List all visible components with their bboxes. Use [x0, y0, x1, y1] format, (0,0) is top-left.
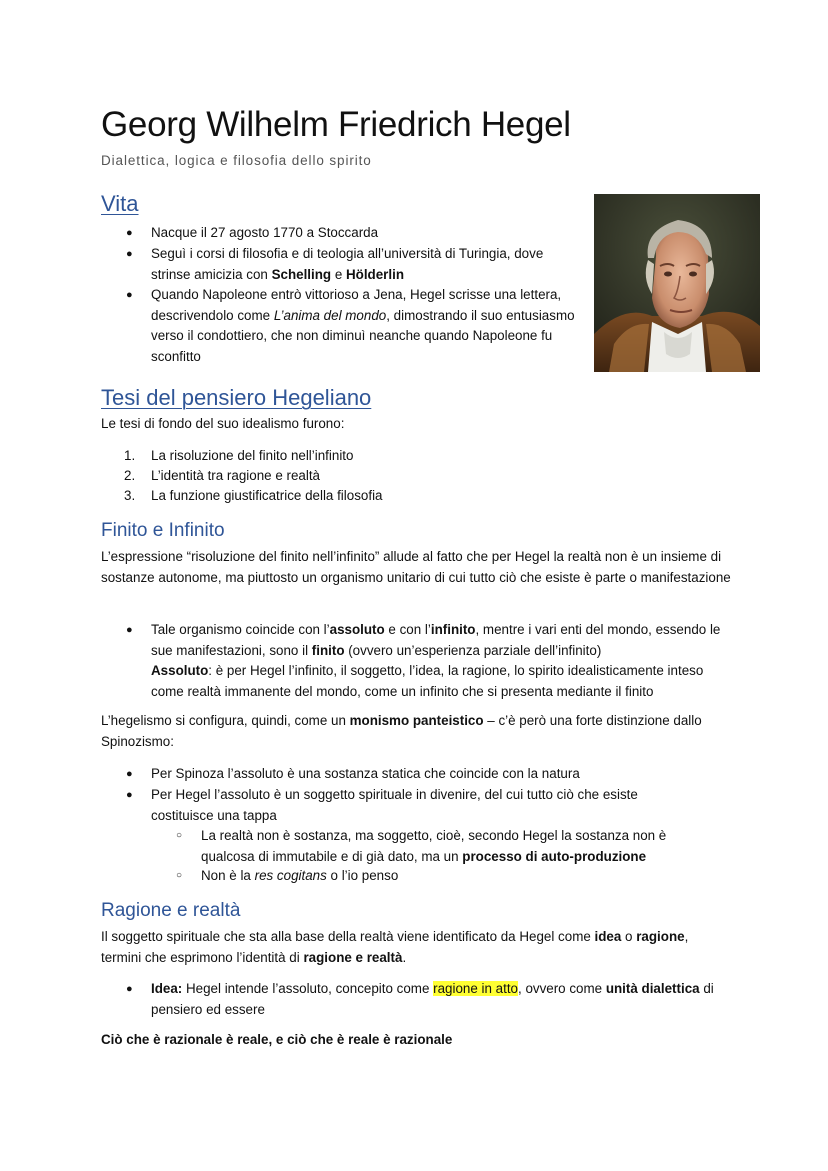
section-heading-finito: Finito e Infinito [101, 520, 225, 541]
paragraph: Il soggetto spirituale che sta alla base della realtà viene identificato da Hegel come idea o ragione, termini che esprimono l’identità di ragione e realtà. [101, 929, 689, 965]
circle-bullet-icon: ○ [176, 830, 183, 841]
list-item: Nacque il 27 agosto 1770 a Stoccarda [151, 225, 379, 240]
bullet-icon: ● [126, 768, 133, 780]
circle-bullet-icon: ○ [176, 870, 183, 881]
list-item: Per Hegel l’assoluto è un soggetto spirituale in divenire, del cui tutto ciò che esiste costituisce una tappa [151, 787, 638, 823]
bullet-icon: ● [126, 624, 133, 636]
list-number: 1. [124, 448, 136, 463]
list-item: L’identità tra ragione e realtà [151, 468, 320, 483]
list-item: Tale organismo coincide con l’assoluto e con l’infinito, mentre i vari enti del mondo, essendo le sue manifestazioni, sono il finito (ovvero un’esperienza parziale dell’infinito) Assoluto: è per Hegel l’infinito, il soggetto, l’idea, la ragione, lo spirito idealisticamente inteso come realtà immanente del mondo, come un infinito che si presenta mediante il finito [151, 622, 721, 699]
page-title: Georg Wilhelm Friedrich Hegel [101, 105, 571, 144]
section-heading-tesi: Tesi del pensiero Hegeliano [101, 385, 372, 410]
list-item: La risoluzione del finito nell’infinito [151, 448, 354, 463]
page-subtitle: Dialettica, logica e filosofia dello spirito [101, 153, 372, 168]
list-item: Non è la res cogitans o l’io penso [201, 868, 399, 883]
list-item: Idea: Hegel intende l’assoluto, concepito come ragione in atto, ovvero come unità dialettica di pensiero ed essere [151, 981, 714, 1017]
bullet-icon: ● [126, 227, 133, 239]
list-item: Seguì i corsi di filosofia e di teologia all’università di Turingia, dove strinse amicizia con Schelling e Hölderlin [151, 246, 544, 282]
section-heading-ragione: Ragione e realtà [101, 900, 241, 921]
list-item: Quando Napoleone entrò vittorioso a Jena, Hegel scrisse una lettera, descrivendolo come L’anima del mondo, dimostrando il suo entusiasmo verso il condottiero, che non diminuì neanche quando Napoleone fu sconfitto [151, 287, 575, 364]
list-item: La realtà non è sostanza, ma soggetto, cioè, secondo Hegel la sostanza non è qualcosa di immutabile e di già dato, ma un processo di auto-produzione [201, 828, 667, 864]
section-heading-vita: Vita [101, 191, 139, 216]
paragraph: Le tesi di fondo del suo idealismo furono: [101, 416, 345, 431]
list-item: La funzione giustificatrice della filosofia [151, 488, 383, 503]
bullet-icon: ● [126, 289, 133, 301]
bullet-icon: ● [126, 789, 133, 801]
paragraph: L’hegelismo si configura, quindi, come un monismo panteistico – c’è però una forte distinzione dallo Spinozismo: [101, 713, 702, 749]
bullet-icon: ● [126, 983, 133, 995]
bullet-icon: ● [126, 248, 133, 260]
list-item: Per Spinoza l’assoluto è una sostanza statica che coincide con la natura [151, 766, 580, 781]
list-number: 3. [124, 488, 136, 503]
paragraph: L’espressione “risoluzione del finito nell’infinito” allude al fatto che per Hegel la realtà non è un insieme di sostanze autonome, ma piuttosto un organismo unitario di cui tutto ciò che esiste è parte o manifestazione [101, 549, 731, 585]
list-number: 2. [124, 468, 136, 483]
hegel-portrait [594, 194, 760, 372]
highlighted-text: ragione in atto [433, 981, 518, 996]
conclusion-statement: Ciò che è razionale è reale, e ciò che è reale è razionale [101, 1032, 453, 1047]
